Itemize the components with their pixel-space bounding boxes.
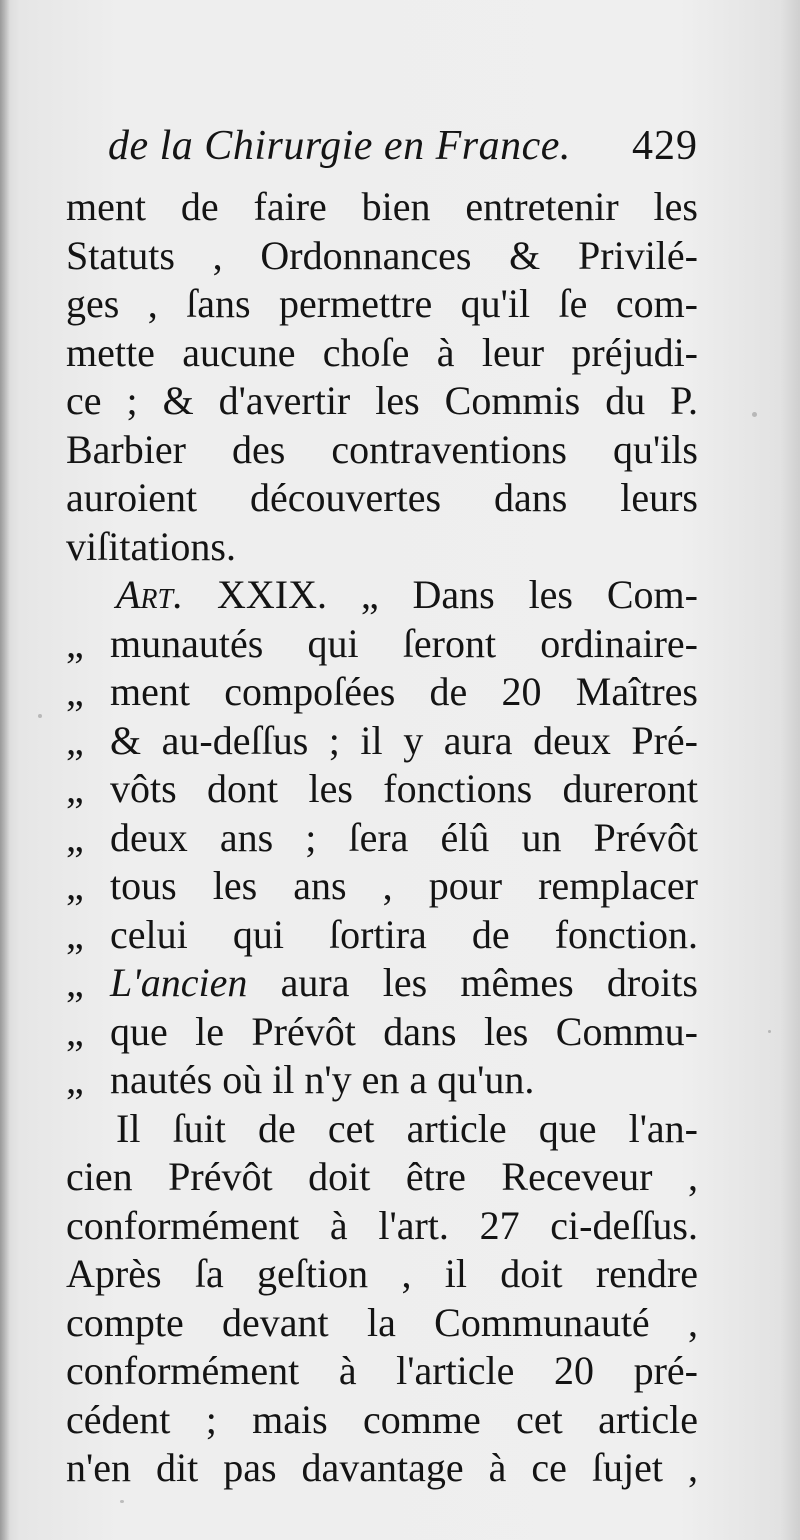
quote-mark: „: [66, 1008, 84, 1054]
quoted-line: [66, 668, 698, 717]
gutter-shadow: [0, 0, 10, 1540]
text-block: [66, 183, 698, 1493]
page-header: [108, 122, 698, 182]
quoted-text: tous les ans , pour remplacer: [110, 863, 698, 908]
text-line: Barbier des contraventions qu'ils: [66, 426, 698, 472]
text-line: viſitations.: [66, 523, 236, 569]
text-line: compte devant la Communauté ,: [66, 1299, 698, 1345]
quoted-text: vôts dont les fonctions dureront: [110, 766, 698, 811]
quoted-line: [66, 959, 698, 1008]
text-line: ges , ſans permettre qu'il ſe com-: [66, 281, 698, 326]
quoted-line: [66, 814, 698, 863]
article-label: Art.: [116, 572, 184, 617]
text-line: mette aucune choſe à leur préjudi-: [66, 329, 698, 375]
quoted-line: [66, 620, 698, 669]
text-line: Il ſuit de cet article que l'an-: [116, 1105, 698, 1151]
quoted-text: ment compoſées de 20 Maîtres: [110, 669, 698, 714]
article-heading-rest: XXIX. „ Dans les Com-: [183, 572, 698, 617]
text-line: cédent ; mais comme cet article: [66, 1396, 698, 1442]
article-heading-line: [66, 571, 698, 620]
running-head: de la Chirurgie en France.: [108, 123, 571, 169]
quoted-line: [66, 765, 698, 814]
text-line: cien Prévôt doit être Receveur ,: [66, 1154, 698, 1199]
text-line: conformément à l'article 20 pré-: [66, 1348, 698, 1393]
italic-word: L'ancien: [110, 960, 248, 1005]
quote-mark: „: [66, 1057, 84, 1102]
quoted-text: aura les mêmes droits: [280, 960, 698, 1005]
quoted-text: & au-deſſus ; il y aura deux Pré-: [110, 717, 698, 763]
page-number: 429: [632, 123, 698, 169]
quote-mark: „: [66, 960, 84, 1005]
quote-mark: „: [66, 669, 84, 714]
quoted-text: que le Prévôt dans les Commu-: [110, 1008, 698, 1054]
text-line: auroient découvertes dans leurs: [66, 475, 698, 520]
quote-mark: „: [66, 766, 84, 811]
text-line: Statuts , Ordonnances & Privilé-: [66, 232, 698, 278]
quoted-text: deux ans ; ſera élû un Prévôt: [110, 814, 698, 860]
quoted-line: [66, 1008, 698, 1057]
paper-speck: [38, 714, 42, 718]
text-line: conformément à l'art. 27 ci-deſſus.: [66, 1202, 698, 1248]
paper-speck: [752, 412, 757, 417]
quote-mark: „: [66, 814, 84, 860]
quoted-text: munautés qui ſeront ordinaire-: [110, 620, 698, 666]
quote-mark: „: [66, 620, 84, 666]
paper-speck: [768, 1030, 771, 1033]
quote-mark: „: [66, 911, 84, 957]
quote-mark: „: [66, 717, 84, 763]
quoted-text: nautés où il n'y en a qu'un.: [110, 1057, 535, 1102]
quote-mark: „: [66, 863, 84, 908]
text-line: n'en dit pas davantage à ce ſujet ,: [66, 1445, 698, 1490]
text-line: ce ; & d'avertir les Commis du P.: [66, 378, 698, 423]
quoted-line: [66, 717, 698, 766]
text-line: Après ſa geſtion , il doit rendre: [66, 1251, 698, 1296]
text-line: ment de faire bien entretenir les: [66, 184, 698, 229]
quoted-line: [66, 862, 698, 911]
quoted-line: [66, 1056, 698, 1105]
paper-speck: [120, 1500, 124, 1503]
quoted-text: celui qui ſortira de fonction.: [110, 911, 698, 957]
quoted-line: [66, 911, 698, 960]
